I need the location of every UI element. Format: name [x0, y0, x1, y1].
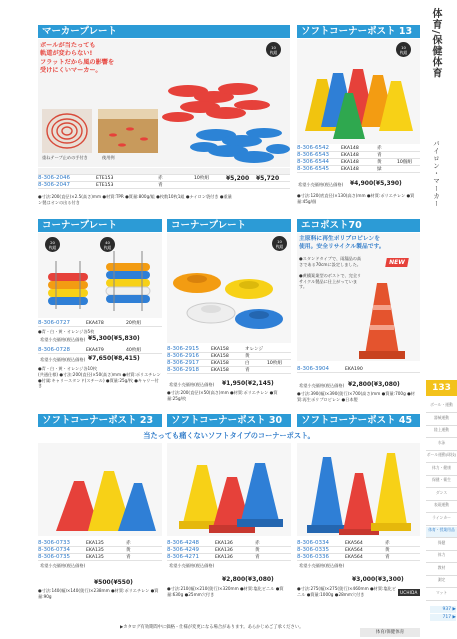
cone23-photo: [38, 443, 162, 536]
model-number: EKA135: [86, 541, 104, 546]
table-row: [297, 159, 420, 166]
table-row: [297, 540, 420, 547]
corner-plate-10-table: [167, 346, 291, 374]
spec-text: ●寸法:200(直径)×50(高さ)mm ●材質:ポリエチレン ●質量:25g/枚: [167, 390, 278, 401]
price: [350, 180, 402, 187]
spec-text: ●寸法:120(底直径)×130(高さ)mm ●材質:ポリエチレン ●質量:45g/個: [297, 193, 415, 204]
product-code: 8-306-2917: [167, 360, 199, 366]
subcategory-heading: パイロン・マーカー: [432, 140, 440, 208]
color: 赤: [377, 146, 382, 151]
price-label: 希望小売価格(税込価格): [298, 182, 344, 187]
side-index-item[interactable]: 体力: [426, 552, 457, 563]
color: 黄: [245, 354, 250, 359]
eco-post-table: [297, 366, 420, 373]
side-index-item[interactable]: 体力・健康: [426, 465, 457, 476]
product-code: 8-306-6542: [297, 145, 329, 151]
corner-plate-table-20: [38, 320, 162, 327]
color: 黄: [255, 548, 260, 553]
tagline: 当たっても痛くないソフトタイプのコーナーポスト。: [143, 431, 315, 440]
table-row: [38, 320, 162, 327]
table-row: [167, 554, 291, 561]
model-number: EKA479: [86, 348, 104, 353]
color: 黄: [385, 548, 390, 553]
section-title-soft-corner-post-13: ソフトコーナーポスト 13: [297, 25, 420, 38]
section-title-corner-plate-10: コーナープレート: [167, 219, 291, 232]
color-note: ●青・白・黄・オレンジ各5枚: [38, 329, 95, 334]
product-code: 8-306-0336: [297, 554, 329, 560]
set-badge: 10 枚組: [266, 42, 281, 57]
table-row: [167, 353, 291, 360]
model-number: EKA478: [86, 321, 104, 326]
product-code: 8-306-0335: [297, 547, 329, 553]
section-title-corner-plate: コーナープレート: [38, 219, 162, 232]
cross-ref[interactable]: 717 ▶: [430, 614, 456, 621]
price: [222, 576, 274, 583]
product-code: 8-306-4249: [167, 547, 199, 553]
model-number: EKA564: [345, 548, 363, 553]
price: [348, 381, 400, 388]
product-code: 8-306-0727: [38, 320, 70, 326]
table-row: [38, 168, 290, 175]
quantity: 40枚組: [126, 348, 142, 353]
price-value: ¥5,300: [88, 335, 112, 342]
model-number: EKA158: [211, 361, 229, 366]
product-code: 8-306-2046: [38, 175, 70, 181]
side-index-item[interactable]: 体育・授業用品: [426, 527, 457, 538]
model-number: EKA158: [211, 354, 229, 359]
table-row: [167, 540, 291, 547]
model-number: EKA148: [341, 146, 359, 151]
price: [94, 579, 133, 586]
side-index-item[interactable]: 表現運動: [426, 502, 457, 513]
model-number: EKA135: [86, 548, 104, 553]
price-with-tax: (¥550): [110, 579, 133, 586]
table-row: [297, 145, 420, 152]
color: 赤: [126, 541, 131, 546]
eco-headline: 主原料に再生ポリプロピレンを 使用。安全リサイクル製品です。: [299, 236, 385, 250]
model-number: EKA148: [341, 153, 359, 158]
side-index-item[interactable]: 保健: [426, 540, 457, 551]
section-title-soft-corner-post-23: ソフトコーナーポスト 23: [38, 414, 162, 427]
spec-text: ●寸法:140(幅)×140(奥行)×238mm ●材質:ポリエチレン ●質量:90g: [38, 588, 159, 599]
product-code: 8-306-0728: [38, 347, 70, 353]
side-index-item[interactable]: ボール運動(球技): [426, 452, 457, 463]
brand-logo: UCHIDA: [400, 590, 418, 595]
price-with-tax: (¥3,080): [371, 381, 400, 388]
corner-plate-photo: [167, 233, 291, 343]
price-value: ¥500: [94, 579, 111, 586]
page-number: 133: [426, 380, 457, 396]
side-index-item[interactable]: ダンス: [426, 490, 457, 501]
marker-plate-table: [38, 168, 290, 189]
price-value: ¥2,800: [222, 576, 246, 583]
product-code: 8-306-4271: [167, 554, 199, 560]
price-value: ¥7,650: [88, 355, 112, 362]
table-row: [297, 547, 420, 554]
model-number: ETE153: [96, 183, 114, 188]
table-row: [38, 547, 162, 554]
model-number: EKA158: [211, 347, 229, 352]
price-label: 希望小売価格(税込価格): [169, 563, 215, 568]
set-badge-40: 40 枚組: [100, 237, 115, 252]
cone30-table: [167, 540, 291, 561]
model-number: ETE153: [96, 176, 114, 181]
color-note: ●青・白・黄・オレンジ各10枚: [38, 366, 98, 371]
spec-text: ●寸法:200(直径)×2.5(高さ)mm ●材質:TPR ●質量:800g/組 ●枚数10枚1組 ●ナイロン袋付き ●重量: [38, 194, 232, 199]
color: 赤: [255, 541, 260, 546]
product-code: 8-306-2047: [38, 182, 70, 188]
color: 黄: [377, 160, 382, 165]
product-code: 8-306-6544: [297, 159, 329, 165]
set-badge: 10 枚組: [272, 236, 287, 251]
product-code: 8-306-2918: [167, 367, 199, 373]
product-code: 8-306-2915: [167, 346, 199, 352]
side-index-item[interactable]: 水泳: [426, 440, 457, 451]
table-row: [167, 367, 291, 374]
model-number: EKA136: [215, 555, 233, 560]
color: 白: [245, 361, 250, 366]
footer-tag: 体育/保健体育: [360, 628, 420, 637]
set-badge: 10 枚組: [396, 42, 411, 57]
product-code: 8-306-4248: [167, 540, 199, 546]
side-index-item[interactable]: 器械運動: [426, 415, 457, 426]
price-with-tax: (¥3,080): [245, 576, 274, 583]
price: [222, 380, 274, 387]
product-code: 8-306-3904: [297, 366, 329, 372]
price-with-tax: (¥2,145): [245, 380, 274, 387]
spec-text: ●寸法:275(幅)×275(奥行)×460mm ●材質:塩化ビニル ●質量:1000g ●28mm穴付き: [297, 586, 397, 597]
price-label: 希望小売価格(税込価格): [299, 383, 345, 388]
section-title-soft-corner-post-30: ソフトコーナーポスト 30: [167, 414, 291, 427]
price-label: 希望小売価格(税込価格): [40, 357, 86, 362]
model-number: EKA158: [211, 368, 229, 373]
side-index-item[interactable]: ボール・運動: [426, 402, 457, 413]
spec-text: (共通仕様) ●寸法:200(直径)×50(高さ)mm ●材質:ポリエチレン ●付属:キャリースタンド(スチール) ●質量:25g/枚 ●キャリー付き: [38, 372, 161, 389]
color: 青: [385, 555, 390, 560]
section-title-soft-corner-post-45: ソフトコーナーポスト 45: [297, 414, 420, 427]
color: 青: [126, 555, 131, 560]
side-index-item[interactable]: ラインカー: [426, 515, 457, 526]
section-title-marker-plate: マーカープレート: [38, 25, 290, 38]
corner-plate-table-40: [38, 347, 162, 354]
table-row: [38, 347, 162, 354]
eco-bullet: ●スタンドタイプで、雨漏品の高さである70cmに設定しました。: [299, 256, 362, 267]
cross-ref[interactable]: 937 ▶: [430, 606, 456, 613]
cone45-illustration: [297, 443, 420, 536]
side-index-item[interactable]: 測定: [426, 577, 457, 588]
table-row: [297, 166, 420, 173]
color: 赤: [158, 176, 163, 181]
price-label: 希望小売価格(税込価格): [40, 337, 86, 342]
product-code: 8-306-0735: [38, 554, 70, 560]
table-row: [167, 547, 291, 554]
product-code: 8-306-0334: [297, 540, 329, 546]
quantity: 10枚組: [267, 361, 283, 366]
price-label: 希望小売価格(税込価格): [169, 382, 215, 387]
price: ¥5,200: [226, 175, 250, 181]
color: 青: [255, 555, 260, 560]
spec-text: ●寸法:210(幅)×210(奥行)×320mm ●材質:塩化ビニル ●質量:630g ●25mm穴付き: [167, 586, 284, 597]
model-number: EKA135: [86, 555, 104, 560]
table-row: [167, 346, 291, 353]
price: [352, 576, 404, 583]
table-row: [38, 175, 290, 182]
model-number: EKA148: [341, 167, 359, 172]
side-index-item[interactable]: 教材: [426, 565, 457, 576]
color: 緑: [377, 167, 382, 172]
price-value: ¥3,000: [352, 576, 376, 583]
cone45-table: [297, 540, 420, 561]
price-value: ¥4,900: [350, 180, 374, 187]
spec-text: ●寸法:390(幅)×390(奥行)×700(高さ)mm ●質量:700g ●材質:再生ポリプロピレン ●日本製: [297, 391, 415, 402]
new-badge: NEW: [385, 258, 408, 267]
price-label: 希望小売価格(税込価格): [299, 563, 345, 568]
table-row: [38, 182, 290, 189]
price-with-tax: ¥5,720: [256, 175, 280, 181]
model-number: EKA136: [215, 541, 233, 546]
category-heading: 体育/保健体育: [430, 8, 441, 79]
side-index-item[interactable]: マット: [426, 590, 457, 601]
price-with-tax: (¥5,390): [373, 180, 402, 187]
model-number: EKA564: [345, 555, 363, 560]
cone13-table: [297, 145, 420, 173]
price-with-tax: (¥5,830): [111, 335, 140, 342]
photo-caption: 重ねテープ止めの手付き: [42, 155, 88, 160]
eco-bullet: ●黄橋案業型のボストで、完全リサイクル製品に仕上がっています。: [299, 273, 362, 290]
quantity: 20枚組: [126, 321, 142, 326]
footer-note: ▶カタログ有効期間中に価格・仕様が変更になる場合があります。あらかじめご了承ください。: [120, 625, 304, 630]
cone45-photo: [297, 443, 420, 536]
product-code: 8-306-6543: [297, 152, 329, 158]
table-row: [38, 540, 162, 547]
cone30-photo: [167, 443, 291, 536]
cone23-table: [38, 540, 162, 561]
quantity: 10個組: [397, 160, 413, 165]
price-with-tax: (¥8,415): [111, 355, 140, 362]
photo-caption: 使用例: [102, 155, 115, 160]
price: [88, 335, 140, 342]
marker-plate-description: ボールが当たっても 軌道が変わらない! フラットだから風の影響を 受けにくいマーカー。: [40, 42, 115, 74]
color: 黄: [126, 548, 131, 553]
corner-plate-illustration: [167, 233, 291, 343]
price-value: ¥1,950: [222, 380, 246, 387]
price-value: ¥2,800: [348, 381, 372, 388]
color: 赤: [385, 541, 390, 546]
spec-text: ン製はオンの出る付き: [38, 200, 80, 205]
model-number: EKA148: [341, 160, 359, 165]
color: 青: [158, 183, 163, 188]
price-with-tax: (¥3,300): [375, 576, 404, 583]
model-number: EKA564: [345, 541, 363, 546]
price: [88, 355, 140, 362]
product-code: 8-306-0734: [38, 547, 70, 553]
cone30-illustration: [167, 443, 291, 536]
section-title-eco-post-70: エコポスト70: [297, 219, 420, 232]
price-label: 希望小売価格(税込価格): [40, 563, 86, 568]
product-code: 8-306-2916: [167, 353, 199, 359]
table-row: [297, 152, 420, 159]
color: オレンジ: [245, 347, 264, 352]
product-code: 8-306-0733: [38, 540, 70, 546]
color: 青: [377, 153, 382, 158]
side-index-item[interactable]: 陸上運動: [426, 427, 457, 438]
table-row: [297, 554, 420, 561]
product-code: 8-306-6545: [297, 166, 329, 172]
model-number: EKA190: [345, 367, 363, 372]
cone23-illustration: [38, 443, 162, 536]
table-row: [297, 366, 420, 373]
model-number: EKA136: [215, 548, 233, 553]
table-row: [38, 554, 162, 561]
quantity: 10枚組: [194, 176, 210, 181]
set-badge-20: 20 枚組: [45, 237, 60, 252]
color: 青: [245, 368, 250, 373]
side-index-item[interactable]: 保健・衛生: [426, 477, 457, 488]
table-row: [167, 360, 291, 367]
